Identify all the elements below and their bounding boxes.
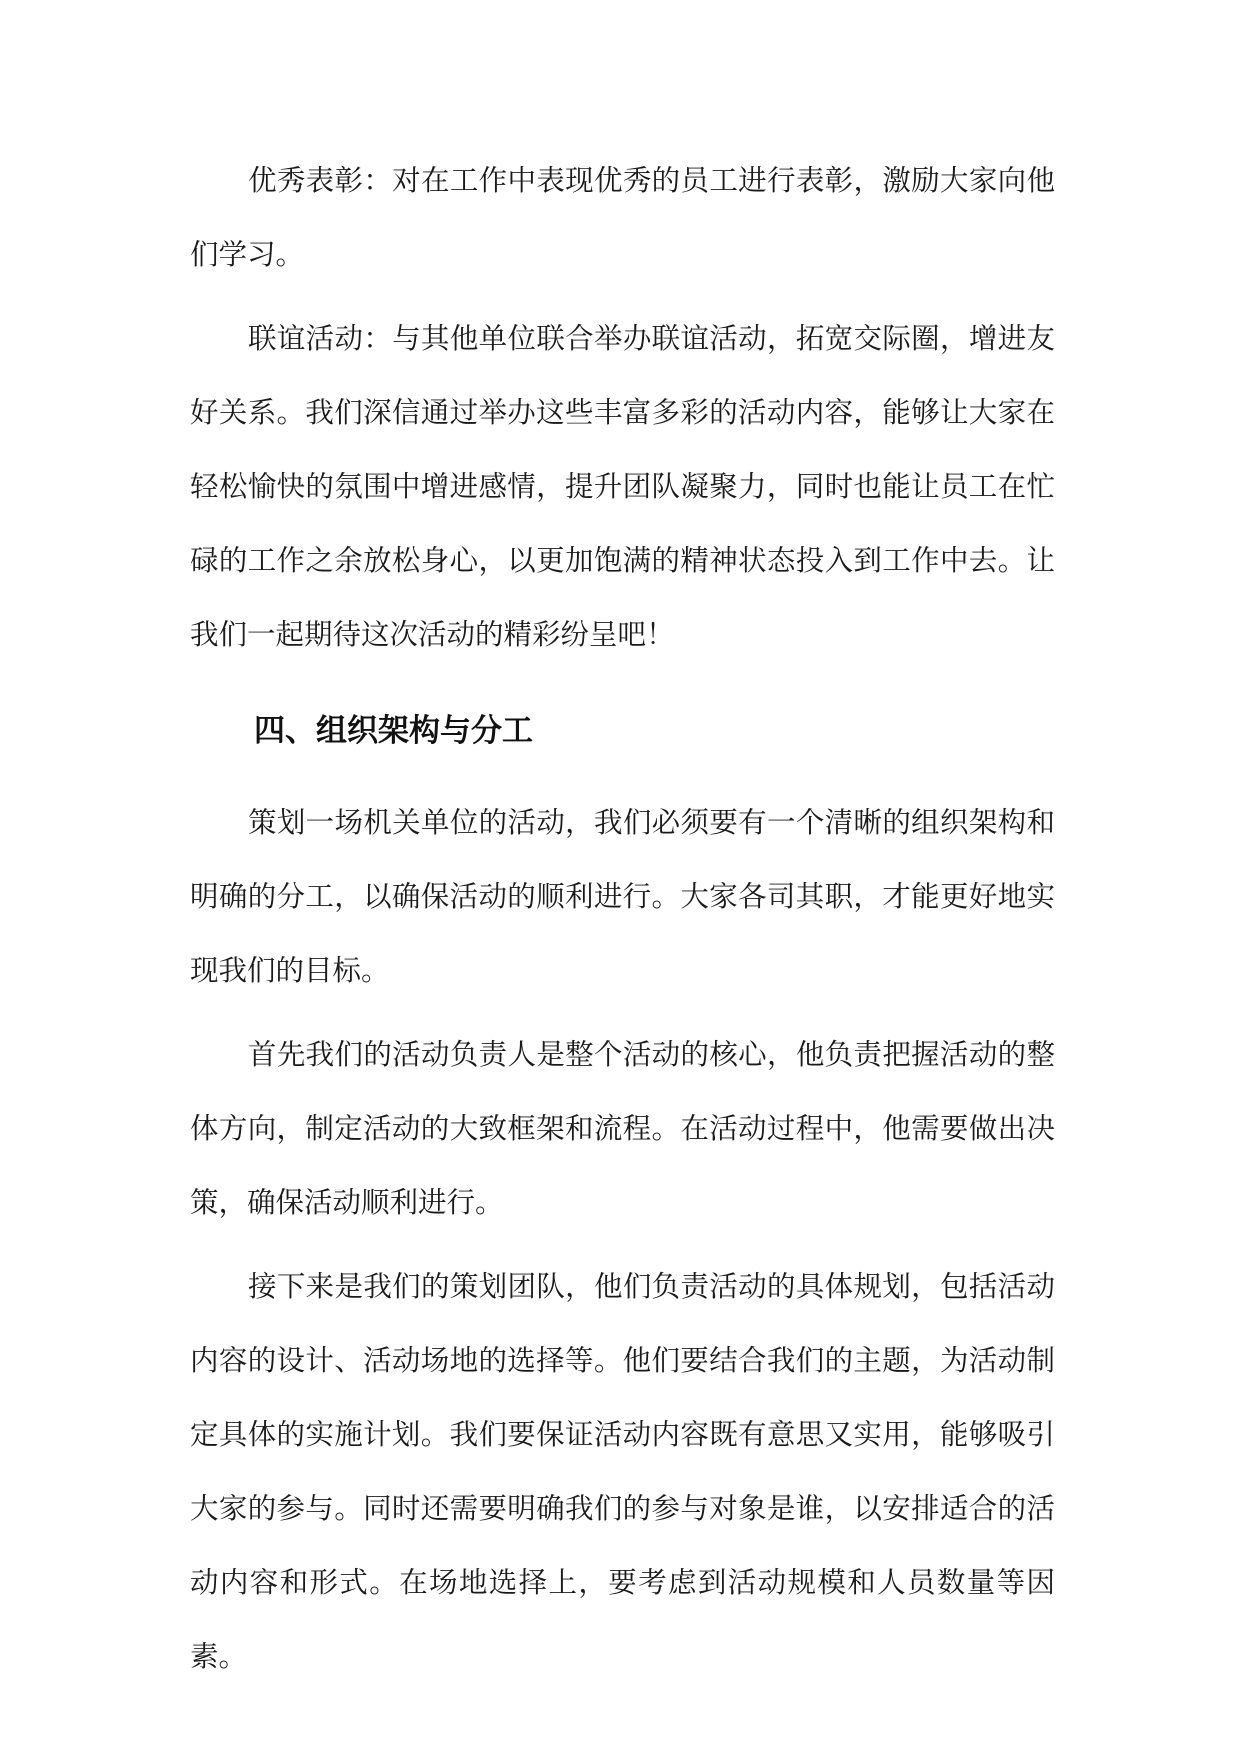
paragraph-organization-structure: 策划一场机关单位的活动，我们必须要有一个清晰的组织架构和明确的分工，以确保活动的顺利进行。大家各司其职，才能更好地实现我们的目标。 xyxy=(190,806,1055,987)
paragraph-activity-leader: 首先我们的活动负责人是整个活动的核心，他负责把握活动的整体方向，制定活动的大致框架和流程。在活动过程中，他需要做出决策，确保活动顺利进行。 xyxy=(190,1038,1055,1219)
section-heading: 四、组织架构与分工 xyxy=(254,713,533,749)
document-body xyxy=(190,144,1055,1704)
paragraph-friendship-activity: 联谊活动：与其他单位联合举办联谊活动，拓宽交际圈，增进友好关系。我们深信通过举办这些丰富多彩的活动内容，能够让大家在轻松愉快的氛围中增进感情，提升团队凝聚力，同时也能让员工在忙碌的工作之余放松身心，以更加饱满的精神状态投入到工作中去。让我们一起期待这次活动的精彩纷呈吧！ xyxy=(190,322,1055,651)
paragraph-planning-team: 接下来是我们的策划团队，他们负责活动的具体规划，包括活动内容的设计、活动场地的选择等。他们要结合我们的主题，为活动制定具体的实施计划。我们要保证活动内容既有意思又实用，能够吸引大家的参与。同时还需要明确我们的参与对象是谁，以安排适合的活动内容和形式。在场地选择上，要考虑到活动规模和人员数量等因素。 xyxy=(190,1270,1055,1673)
paragraph-excellence-award: 优秀表彰：对在工作中表现优秀的员工进行表彰，激励大家向他们学习。 xyxy=(190,164,1055,271)
